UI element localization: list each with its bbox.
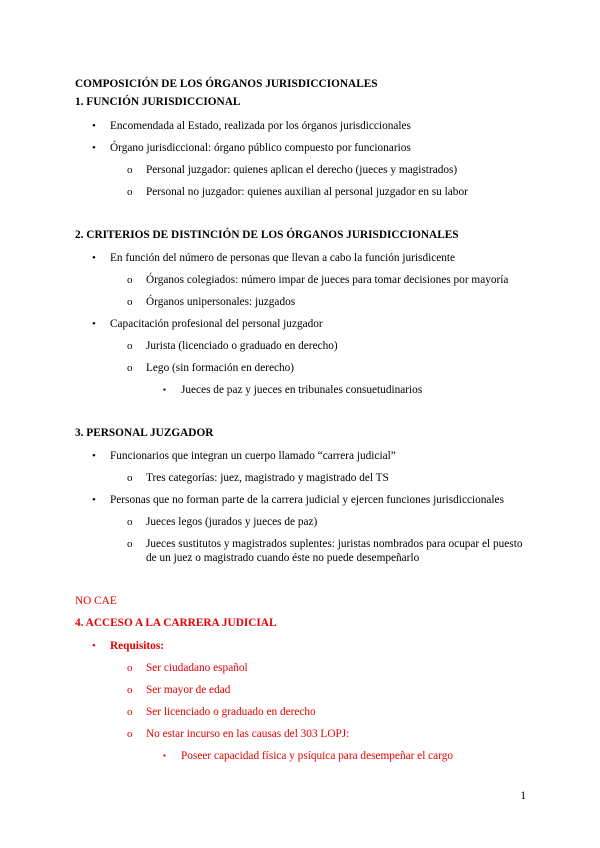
page-number: 1 <box>520 790 526 802</box>
section-heading-4: 4. ACCESO A LA CARRERA JUDICIAL <box>75 617 277 629</box>
list-item: Encomendada al Estado, realizada por los órganos jurisdiccionales <box>110 120 411 132</box>
bullet-marker: • <box>92 120 96 132</box>
section-heading-3: 3. PERSONAL JUZGADOR <box>75 427 214 439</box>
list-item: Ser mayor de edad <box>146 684 231 696</box>
list-item: Lego (sin formación en derecho) <box>146 362 295 374</box>
circle-marker: o <box>127 728 133 740</box>
bullet-marker: • <box>92 252 96 264</box>
circle-marker: o <box>127 296 133 308</box>
section-heading-1: 1. FUNCIÓN JURISDICCIONAL <box>75 96 241 108</box>
bullet-marker: • <box>92 450 96 462</box>
list-item: Órganos unipersonales: juzgados <box>146 296 296 308</box>
circle-marker: o <box>127 662 133 674</box>
circle-marker: o <box>127 684 133 696</box>
bullet-marker: • <box>92 142 96 154</box>
bullet-marker: • <box>92 318 96 330</box>
note-label: NO CAE <box>75 595 117 607</box>
square-marker: ▪ <box>163 385 166 394</box>
circle-marker: o <box>127 186 133 198</box>
list-item: No estar incurso en las causas del 303 LOPJ: <box>146 728 350 740</box>
list-item: Jurista (licenciado o graduado en derecho) <box>146 340 338 352</box>
circle-marker: o <box>127 538 133 550</box>
list-item: Poseer capacidad física y psíquica para desempeñar el cargo <box>181 750 454 762</box>
list-item: Funcionarios que integran un cuerpo llamado “carrera judicial” <box>110 450 396 462</box>
list-item: Ser ciudadano español <box>146 662 248 674</box>
list-item-requisitos: Requisitos: <box>110 640 164 652</box>
list-item: Jueces legos (jurados y jueces de paz) <box>146 516 318 528</box>
section-heading-2: 2. CRITERIOS DE DISTINCIÓN DE LOS ÓRGANOS JURISDICCIONALES <box>75 229 459 241</box>
bullet-marker: • <box>92 494 96 506</box>
circle-marker: o <box>127 340 133 352</box>
circle-marker: o <box>127 362 133 374</box>
list-item: En función del número de personas que llevan a cabo la función jurisdicente <box>110 252 456 264</box>
document-title: COMPOSICIÓN DE LOS ÓRGANOS JURISDICCIONALES <box>75 78 378 90</box>
list-item: Personas que no forman parte de la carrera judicial y ejercen funciones jurisdiccionales <box>110 494 504 506</box>
list-item: Capacitación profesional del personal juzgador <box>110 318 323 330</box>
circle-marker: o <box>127 706 133 718</box>
circle-marker: o <box>127 274 133 286</box>
list-item: Ser licenciado o graduado en derecho <box>146 706 316 718</box>
list-item: Jueces de paz y jueces en tribunales consuetudinarios <box>181 384 423 396</box>
bullet-marker: • <box>92 640 96 652</box>
square-marker: ▪ <box>163 751 166 760</box>
circle-marker: o <box>127 472 133 484</box>
circle-marker: o <box>127 164 133 176</box>
circle-marker: o <box>127 516 133 528</box>
list-item: Órgano jurisdiccional: órgano público compuesto por funcionarios <box>110 142 411 154</box>
list-item: Órganos colegiados: número impar de jueces para tomar decisiones por mayoría <box>146 274 509 286</box>
list-item: Tres categorías: juez, magistrado y magistrado del TS <box>146 472 389 484</box>
list-item: Jueces sustitutos y magistrados suplentes: juristas nombrados para ocupar el puesto <box>146 538 523 550</box>
list-item: Personal juzgador: quienes aplican el derecho (jueces y magistrados) <box>146 164 458 176</box>
list-item-continuation: de un juez o magistrado cuando éste no puede desempeñarlo <box>146 552 420 564</box>
list-item: Personal no juzgador: quienes auxilian al personal juzgador en su labor <box>146 186 468 198</box>
